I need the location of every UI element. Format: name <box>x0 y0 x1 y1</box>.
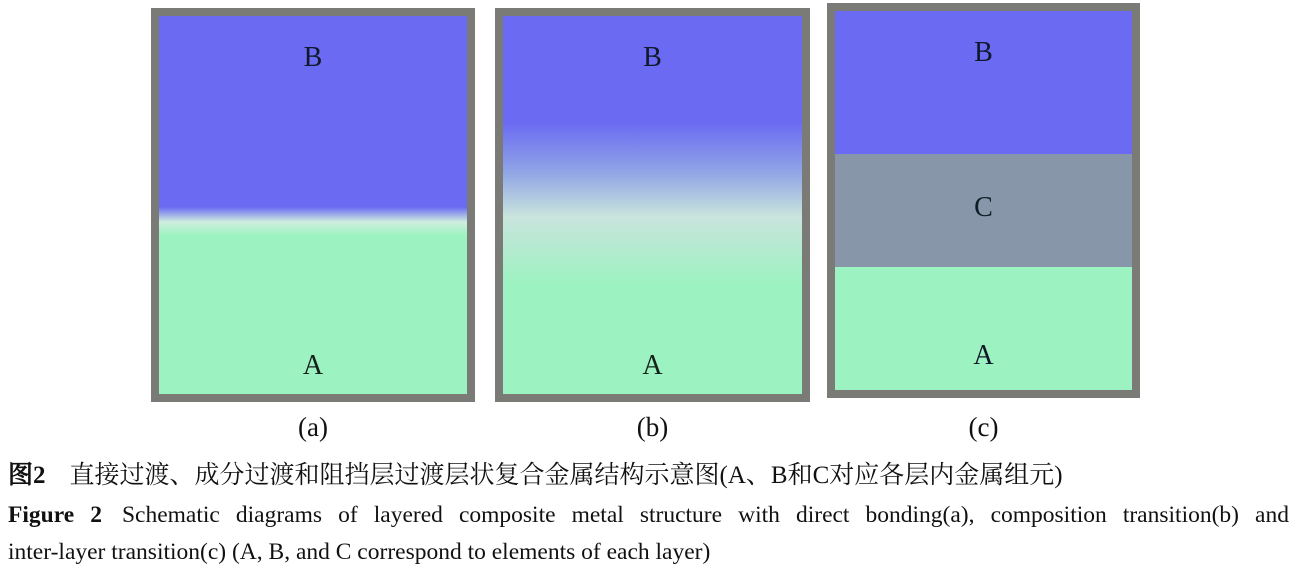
figure-panels-row <box>151 8 1140 403</box>
panel-a-layer-b-label: B <box>303 42 323 73</box>
panel-b-gradient-face <box>503 16 802 394</box>
panel-c-caption: (c) <box>968 412 999 442</box>
panel-c-layer-b-label: B <box>974 37 993 68</box>
figure-caption-english-line2: inter-layer transition(c) (A, B, and C correspond to elements of each layer) <box>8 539 711 565</box>
figure-caption-english-label: Figure 2 <box>8 502 102 528</box>
panel-c-layer-c-label: C <box>974 192 993 224</box>
panel-a-gradient-face <box>159 16 467 394</box>
figure-caption-chinese <box>8 455 1291 491</box>
panel-captions-row <box>151 406 1140 443</box>
panel-inter-layer-transition <box>827 3 1140 398</box>
panel-b-caption: (b) <box>636 412 669 442</box>
figure-caption-chinese-text: 直接过渡、成分过渡和阻挡层过渡层状复合金属结构示意图(A、B和C对应各层内金属组元) <box>69 462 1063 489</box>
panel-composition-transition <box>495 8 810 402</box>
panel-direct-bonding <box>151 8 475 402</box>
panel-a-caption: (a) <box>298 412 328 442</box>
panel-b-layer-a-label: A <box>642 350 663 381</box>
panel-c-layer-b <box>835 11 1132 154</box>
panel-b-layer-b-label: B <box>643 42 662 73</box>
panel-c-layer-c <box>835 154 1132 268</box>
panel-c-layer-a-label: A <box>973 339 994 371</box>
panel-a-layer-a-label: A <box>302 350 324 381</box>
panel-c-layer-a <box>835 267 1132 390</box>
figure-caption-english-text-line1: Schematic diagrams of layered composite metal structure with direct bonding(a), composition transition(b) and <box>121 502 1289 528</box>
panel-c-layer-stack <box>835 11 1132 390</box>
figure-caption-english-line1 <box>8 502 1289 529</box>
figure-caption-chinese-label: 图2 <box>8 462 46 489</box>
